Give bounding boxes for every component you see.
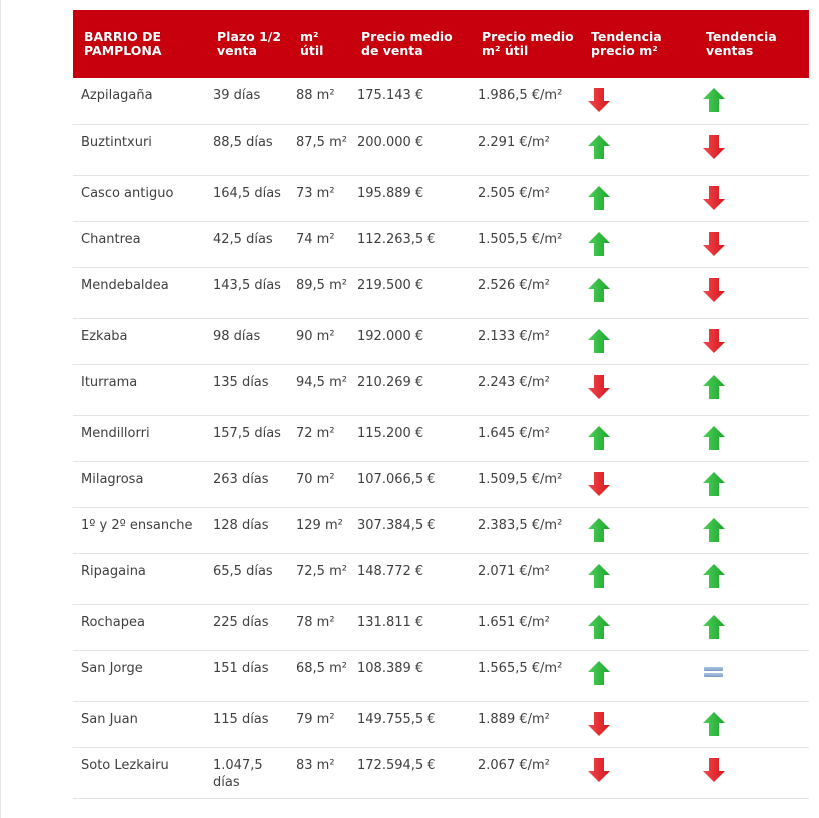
arrow-up-icon (702, 373, 726, 401)
cell-precio-medio: 175.143 € (357, 88, 424, 103)
cell-barrio: 1º y 2º ensanche (81, 517, 193, 533)
cell-tendencia-ventas (696, 78, 809, 124)
cell-plazo: 128 días (213, 517, 269, 533)
arrow-down-icon (587, 470, 611, 498)
cell-precio-m2: 1.889 €/m² (478, 711, 550, 727)
arrow-up-icon (587, 516, 611, 544)
cell-tendencia-ventas (696, 553, 809, 604)
cell-barrio: Casco antiguo (81, 185, 174, 201)
cell-m2-util: 87,5 m² (296, 134, 347, 150)
table-body (73, 78, 809, 798)
cell-tendencia-precio (581, 78, 696, 124)
arrow-up-icon (587, 659, 611, 687)
cell-precio-medio: 219.500 € (357, 277, 424, 293)
cell-barrio: Azpilagaña (81, 88, 153, 103)
cell-plazo: 135 días (213, 374, 269, 390)
cell-tendencia-ventas (696, 747, 809, 798)
cell-tendencia-ventas (696, 124, 809, 175)
cell-precio-m2: 1.505,5 €/m² (478, 231, 563, 247)
table-row (73, 415, 809, 461)
cell-plazo: 42,5 días (213, 231, 273, 247)
cell-tendencia-precio (581, 175, 696, 221)
cell-tendencia-precio (581, 415, 696, 461)
arrow-down-icon (587, 710, 611, 738)
arrow-up-icon (587, 562, 611, 590)
cell-barrio: Mendebaldea (81, 277, 169, 293)
cell-precio-m2: 1.565,5 €/m² (478, 660, 563, 676)
cell-tendencia-precio (581, 364, 696, 415)
cell-barrio: Soto Lezkairu (81, 757, 169, 773)
cell-precio-m2: 1.651 €/m² (478, 614, 550, 630)
header-row (73, 10, 809, 78)
cell-barrio: Ripagaina (81, 563, 146, 579)
cell-precio-medio: 107.066,5 € (357, 471, 436, 487)
header-plazo: Plazo 1/2 venta (217, 29, 282, 58)
page-left-border (0, 0, 1, 818)
cell-plazo: 263 días (213, 471, 269, 487)
table-row (73, 507, 809, 553)
table-row (73, 461, 809, 507)
cell-precio-medio: 195.889 € (357, 185, 424, 201)
cell-tendencia-ventas (696, 175, 809, 221)
arrow-up-icon (702, 613, 726, 641)
arrow-down-icon (702, 276, 726, 304)
cell-m2-util: 68,5 m² (296, 660, 347, 676)
arrow-up-icon (587, 613, 611, 641)
header-precio-medio: Precio medio de venta (361, 29, 453, 58)
arrow-down-icon (702, 327, 726, 355)
arrow-down-icon (702, 230, 726, 258)
cell-precio-m2: 2.383,5 €/m² (478, 517, 563, 533)
cell-tendencia-precio (581, 507, 696, 553)
arrow-up-icon (702, 86, 726, 114)
table-row (73, 78, 809, 124)
header-tendencia-precio: Tendencia precio m² (591, 29, 662, 58)
cell-plazo: 115 días (213, 711, 269, 727)
cell-precio-medio: 307.384,5 € (357, 517, 436, 533)
arrow-up-icon (587, 184, 611, 212)
arrow-up-icon (587, 230, 611, 258)
arrow-up-icon (587, 424, 611, 452)
cell-tendencia-ventas (696, 701, 809, 747)
cell-tendencia-precio (581, 650, 696, 701)
cell-m2-util: 72,5 m² (296, 563, 347, 579)
cell-tendencia-precio (581, 267, 696, 318)
cell-barrio: Iturrama (81, 374, 138, 390)
cell-tendencia-precio (581, 701, 696, 747)
cell-m2-util: 129 m² (296, 517, 343, 533)
cell-plazo: 88,5 días (213, 134, 273, 150)
cell-m2-util: 88 m² (296, 88, 335, 103)
cell-m2-util: 89,5 m² (296, 277, 347, 293)
cell-precio-m2: 2.526 €/m² (478, 277, 550, 293)
cell-tendencia-precio (581, 221, 696, 267)
cell-precio-medio: 115.200 € (357, 425, 424, 441)
cell-tendencia-precio (581, 747, 696, 798)
table-row (73, 364, 809, 415)
cell-precio-m2: 2.133 €/m² (478, 328, 550, 344)
arrow-up-icon (702, 470, 726, 498)
arrow-up-icon (702, 710, 726, 738)
arrow-up-icon (587, 276, 611, 304)
cell-plazo: 98 días (213, 328, 261, 344)
cell-m2-util: 70 m² (296, 471, 335, 487)
table-row (73, 604, 809, 650)
arrow-up-icon (702, 424, 726, 452)
arrow-up-icon (587, 133, 611, 161)
cell-tendencia-ventas (696, 461, 809, 507)
header-barrio: BARRIO DE PAMPLONA (84, 29, 162, 58)
arrow-up-icon (587, 327, 611, 355)
cell-barrio: Rochapea (81, 614, 145, 630)
header-precio-m2: Precio medio m² útil (482, 29, 574, 58)
cell-tendencia-ventas (696, 604, 809, 650)
cell-barrio: Milagrosa (81, 471, 144, 487)
cell-m2-util: 74 m² (296, 231, 335, 247)
cell-tendencia-precio (581, 124, 696, 175)
table-header (73, 10, 809, 78)
cell-precio-m2: 2.505 €/m² (478, 185, 550, 201)
cell-m2-util: 79 m² (296, 711, 335, 727)
cell-precio-medio: 112.263,5 € (357, 231, 436, 247)
cell-m2-util: 72 m² (296, 425, 335, 441)
cell-plazo: 225 días (213, 614, 269, 630)
cell-barrio: San Jorge (81, 660, 143, 676)
arrow-down-icon (702, 184, 726, 212)
cell-precio-m2: 2.071 €/m² (478, 563, 550, 579)
cell-precio-medio: 192.000 € (357, 328, 424, 344)
cell-tendencia-ventas (696, 415, 809, 461)
table-row (73, 124, 809, 175)
cell-precio-m2: 1.986,5 €/m² (478, 88, 563, 103)
arrow-down-icon (587, 86, 611, 114)
cell-tendencia-precio (581, 318, 696, 364)
cell-plazo: 151 días (213, 660, 269, 676)
header-tendencia-ventas: Tendencia ventas (706, 29, 777, 58)
cell-precio-medio: 148.772 € (357, 563, 424, 579)
table-row (73, 318, 809, 364)
table-row (73, 221, 809, 267)
table-row (73, 747, 809, 798)
cell-precio-medio: 210.269 € (357, 374, 424, 390)
arrow-down-icon (587, 756, 611, 784)
cell-barrio: Buztintxuri (81, 134, 152, 150)
cell-tendencia-ventas (696, 267, 809, 318)
cell-m2-util: 73 m² (296, 185, 335, 201)
table-row (73, 175, 809, 221)
table-row (73, 267, 809, 318)
cell-barrio: Mendillorri (81, 425, 150, 441)
arrow-down-icon (702, 133, 726, 161)
arrow-up-icon (702, 562, 726, 590)
cell-tendencia-ventas (696, 507, 809, 553)
cell-barrio: Chantrea (81, 231, 141, 247)
cell-m2-util: 94,5 m² (296, 374, 347, 390)
cell-precio-m2: 2.067 €/m² (478, 757, 550, 773)
cell-plazo: 164,5 días (213, 185, 281, 201)
cell-precio-medio: 131.811 € (357, 614, 424, 630)
table-row (73, 701, 809, 747)
cell-precio-m2: 2.291 €/m² (478, 134, 550, 150)
cell-precio-m2: 1.645 €/m² (478, 425, 550, 441)
arrow-down-icon (587, 373, 611, 401)
cell-barrio: San Juan (81, 711, 138, 727)
arrow-up-icon (702, 516, 726, 544)
cell-plazo: 157,5 días (213, 425, 281, 441)
cell-tendencia-precio (581, 604, 696, 650)
barrios-price-table (73, 10, 809, 799)
arrow-down-icon (702, 756, 726, 784)
cell-m2-util: 78 m² (296, 614, 335, 630)
cell-tendencia-ventas (696, 364, 809, 415)
cell-precio-medio: 108.389 € (357, 660, 424, 676)
cell-tendencia-ventas (696, 221, 809, 267)
cell-precio-medio: 172.594,5 € (357, 757, 436, 773)
cell-precio-medio: 149.755,5 € (357, 711, 436, 727)
cell-barrio: Ezkaba (81, 328, 128, 344)
cell-tendencia-ventas (696, 318, 809, 364)
cell-plazo: 39 días (213, 88, 261, 103)
equal-icon (702, 659, 726, 687)
cell-m2-util: 83 m² (296, 757, 335, 773)
cell-precio-medio: 200.000 € (357, 134, 424, 150)
table-row (73, 553, 809, 604)
cell-plazo: 1.047,5 días (213, 757, 263, 790)
cell-plazo: 65,5 días (213, 563, 273, 579)
cell-tendencia-precio (581, 461, 696, 507)
cell-tendencia-precio (581, 553, 696, 604)
cell-precio-m2: 2.243 €/m² (478, 374, 550, 390)
cell-precio-m2: 1.509,5 €/m² (478, 471, 563, 487)
cell-plazo: 143,5 días (213, 277, 281, 293)
table-row (73, 650, 809, 701)
header-m2-util: m² útil (300, 29, 324, 58)
cell-m2-util: 90 m² (296, 328, 335, 344)
cell-tendencia-ventas (696, 650, 809, 701)
